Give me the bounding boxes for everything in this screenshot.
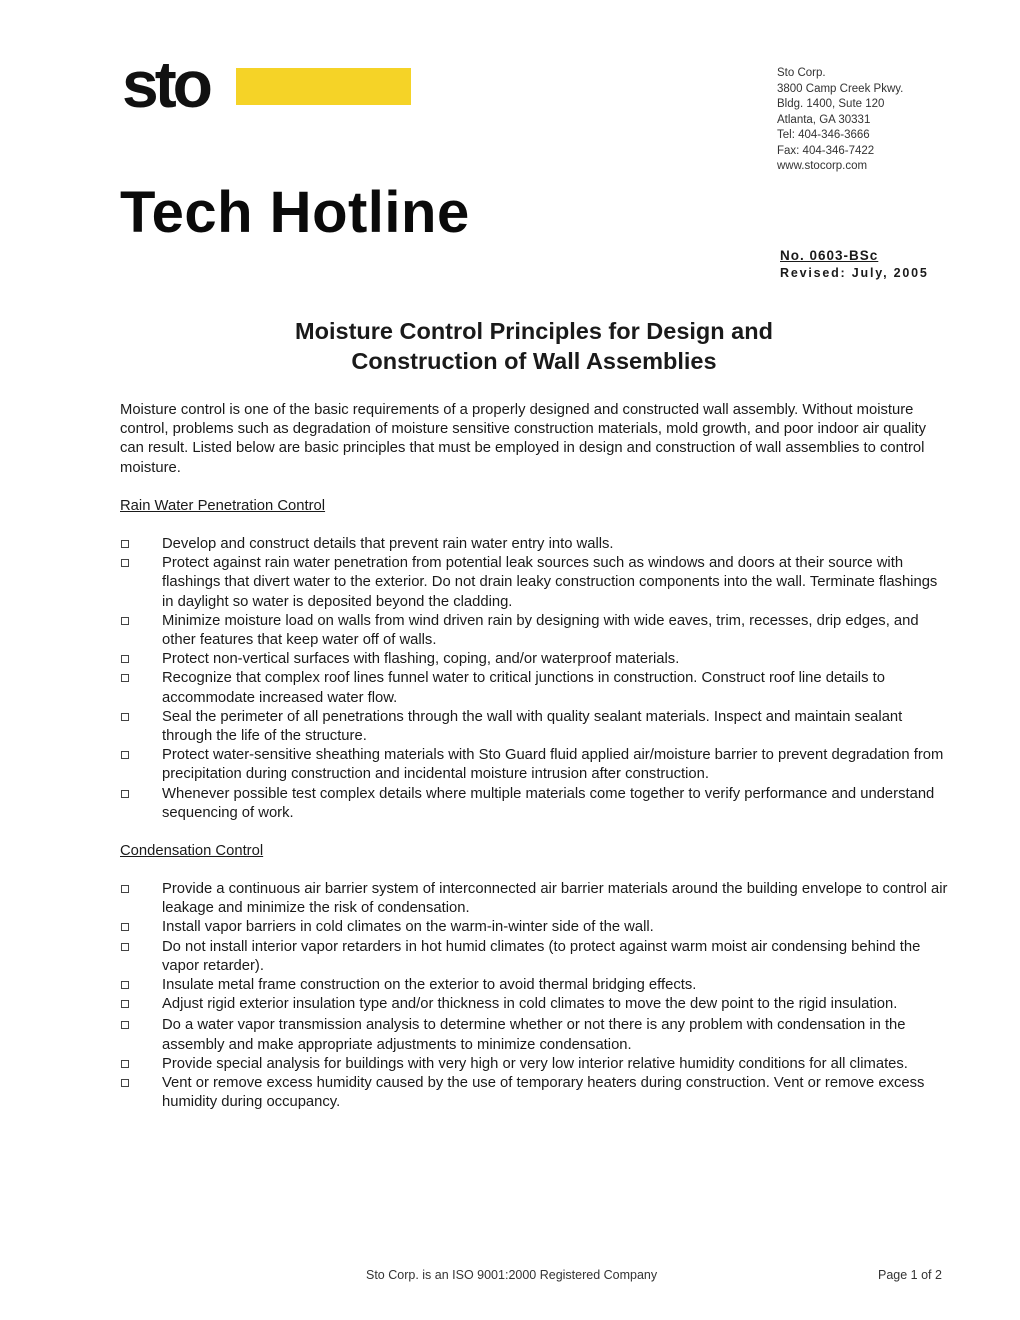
checkbox-bullet-icon (121, 655, 129, 663)
section-title-condensation: Condensation Control (120, 843, 264, 859)
list-item (120, 918, 950, 937)
list-item (120, 1055, 950, 1074)
checkbox-bullet-icon (121, 713, 129, 721)
checkbox-bullet-icon (121, 885, 129, 893)
list-item (120, 535, 950, 554)
list-item-text: Develop and construct details that prevent rain water entry into walls. (162, 536, 614, 552)
checkbox-bullet-icon (121, 943, 129, 951)
list-item (120, 880, 950, 918)
checkbox-bullet-icon (121, 559, 129, 567)
list-item-text: Protect against rain water penetration from potential leak sources such as windows and doors at their source with flashings that divert water to the exterior. Do not drain leaky construction components into the wall. Terminate flashings in daylight so water is deposited beyond the cladding. (162, 555, 938, 610)
document-title: Tech Hotline (120, 180, 470, 245)
checkbox-bullet-icon (121, 1060, 129, 1068)
list-item (120, 976, 950, 995)
address-fax: Fax: 404-346-7422 (777, 144, 875, 157)
intro-paragraph: Moisture control is one of the basic requirements of a properly designed and constructed wall assembly. Without moisture control, problems such as degradation of moisture sensitive construction materials, mold growth, and poor indoor air quality can result. Listed below are basic principles that must be employed in design and construction of wall assemblies to control moisture. (120, 402, 927, 476)
checkbox-bullet-icon (121, 981, 129, 989)
list-item-text: Install vapor barriers in cold climates on the warm-in-winter side of the wall. (162, 919, 654, 936)
list-item-text: Do not install interior vapor retarders in hot humid climates (to protect against warm moist air condensing behind the vapor retarder). (162, 938, 921, 974)
list-item (120, 1074, 950, 1112)
revision-date: Revised: July, 2005 (780, 266, 929, 280)
checkbox-bullet-icon (121, 923, 129, 931)
list-item-text: Protect water-sensitive sheathing materials with Sto Guard fluid applied air/moisture barrier to prevent degradation from precipitation during construction and incidental moisture intrusion after construction. (162, 747, 944, 783)
address-line: Atlanta, GA 30331 (777, 113, 871, 126)
heading-line-2: Construction of Wall Assemblies (351, 348, 717, 374)
heading-line-1: Moisture Control Principles for Design and (295, 318, 773, 344)
address-line: 3800 Camp Creek Pkwy. (777, 82, 904, 95)
checkbox-bullet-icon (121, 751, 129, 759)
logo-wordmark: sto (122, 47, 209, 121)
footer-text: Sto Corp. is an ISO 9001:2000 Registered Company (366, 1268, 658, 1282)
list-item (120, 669, 950, 707)
logo-yellow-bar (236, 68, 411, 105)
address-phone: Tel: 404-346-3666 (777, 129, 870, 141)
checkbox-bullet-icon (121, 790, 129, 798)
address-line: Sto Corp. (777, 67, 826, 79)
sto-logo (118, 48, 418, 120)
list-item-text: Do a water vapor transmission analysis to determine whether or not there is any problem with condensation in the assembly and make appropriate adjustments to minimize condensation. (162, 1017, 906, 1053)
list-item (120, 1016, 950, 1054)
list-item (120, 938, 950, 976)
list-item-text: Provide a continuous air barrier system of interconnected air barrier materials around the building envelope to control air leakage and minimize the risk of condensation. (162, 881, 948, 917)
list-item-text: Recognize that complex roof lines funnel water to critical junctions in construction. Construct roof line details to accommodate increased water flow. (162, 670, 885, 706)
list-item-text: Minimize moisture load on walls from wind driven rain by designing with wide eaves, trim, recesses, drip edges, and other features that keep water off of walls. (162, 612, 919, 649)
rain-water-list (120, 535, 950, 823)
list-item (120, 995, 950, 1014)
document-number: No. 0603-BSc (780, 248, 879, 263)
checkbox-bullet-icon (121, 674, 129, 682)
list-item-text: Whenever possible test complex details where multiple materials come together to verify performance and understand sequencing of work. (162, 785, 935, 821)
list-item-text: Adjust rigid exterior insulation type and/or thickness in cold climates to move the dew point to the rigid insulation. (162, 996, 898, 1013)
list-item (120, 554, 950, 612)
list-item-text: Provide special analysis for buildings with very high or very low interior relative humidity conditions for all climates. (162, 1055, 908, 1072)
list-item (120, 612, 950, 650)
section-title-rain-water: Rain Water Penetration Control (120, 498, 326, 514)
list-item-text: Seal the perimeter of all penetrations through the wall with quality sealant materials. Inspect and maintain sealant through the life of the structure. (162, 708, 903, 745)
checkbox-bullet-icon (121, 1000, 129, 1008)
list-item-text: Protect non-vertical surfaces with flashing, coping, and/or waterproof materials. (162, 651, 680, 668)
condensation-list (120, 880, 950, 1112)
list-item (120, 785, 950, 823)
checkbox-bullet-icon (121, 617, 129, 625)
address-website: www.stocorp.com (777, 160, 868, 172)
address-line: Bldg. 1400, Sute 120 (777, 98, 885, 110)
list-item (120, 746, 950, 784)
list-item (120, 708, 950, 746)
list-item (120, 650, 950, 669)
page-number: Page 1 of 2 (878, 1268, 942, 1282)
checkbox-bullet-icon (121, 1021, 129, 1029)
checkbox-bullet-icon (121, 1079, 129, 1087)
list-item-text: Vent or remove excess humidity caused by the use of temporary heaters during construction. Vent or remove excess humidity during occupancy. (162, 1075, 925, 1111)
list-item-text: Insulate metal frame construction on the exterior to avoid thermal bridging effects. (162, 977, 697, 994)
company-address (777, 66, 903, 175)
checkbox-bullet-icon (121, 540, 129, 548)
article-heading (120, 316, 948, 376)
